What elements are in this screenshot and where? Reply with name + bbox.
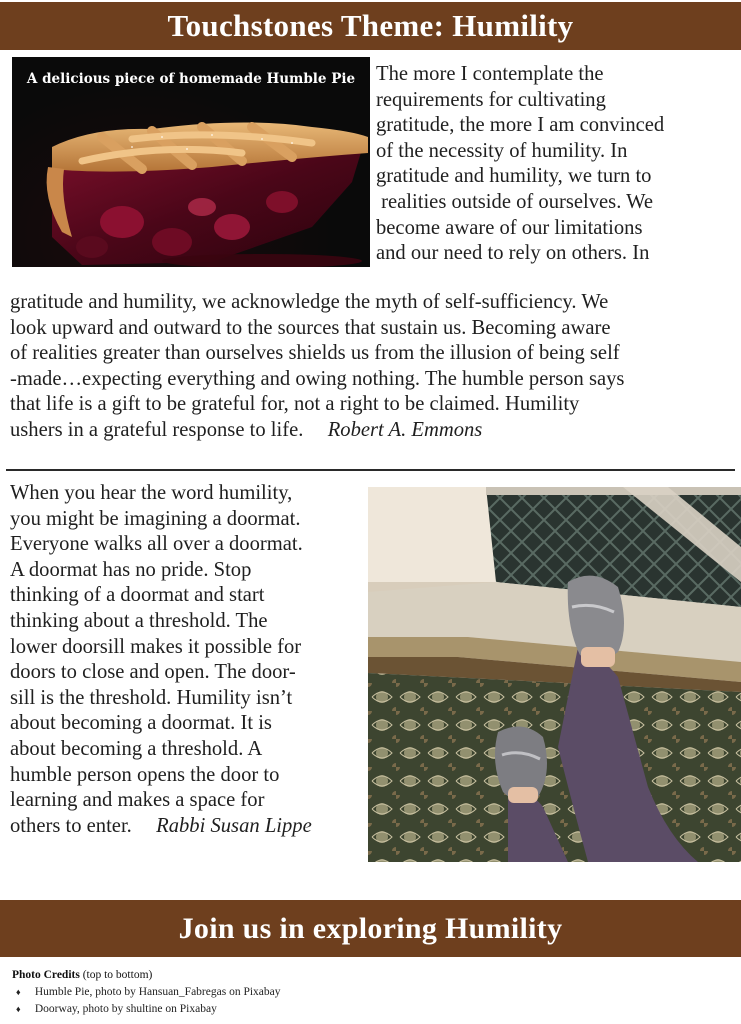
text-line: become aware of our limitations: [376, 216, 643, 239]
quote-emmons-bottom: [10, 290, 738, 444]
text-line: gratitude and humility, we acknowledge the myth of self-sufficiency. We: [10, 291, 609, 313]
text-line: about becoming a doormat. It is: [10, 712, 272, 735]
text-line: and our need to rely on others. In: [376, 242, 650, 265]
text-line-last: ushers in a grateful response to life.: [10, 418, 304, 441]
credits-heading: [12, 969, 732, 981]
pie-caption: A delicious piece of homemade Humble Pie: [26, 71, 356, 87]
text-line: sill is the threshold. Humility isn’t: [10, 686, 293, 709]
diamond-bullet-icon: ♦: [16, 1004, 21, 1014]
text-line: realities outside of ourselves. We: [376, 190, 654, 213]
text-line: of realities greater than ourselves shields us from the illusion of being self: [10, 342, 620, 365]
credit-text: Doorway, photo by shultine on Pixabay: [34, 1003, 217, 1015]
quote-emmons-top: [376, 62, 736, 267]
text-line-last: others to enter.: [10, 814, 132, 837]
author-emmons: Robert A. Emmons: [327, 418, 483, 441]
text-line: The more I contemplate the: [376, 63, 604, 85]
text-line: of the necessity of humility. In: [376, 139, 628, 162]
text-line: about becoming a threshold. A: [10, 737, 263, 760]
credits-title: Photo Credits: [12, 969, 80, 981]
text-line: Everyone walks all over a doormat.: [10, 533, 303, 556]
join-banner: Join us in exploring Humility: [0, 900, 741, 957]
text-line: humble person opens the door to: [10, 763, 280, 786]
text-line: look upward and outward to the sources that sustain us. Becoming aware: [10, 316, 611, 339]
credit-text: Humble Pie, photo by Hansuan_Fabregas on Pixabay: [34, 986, 281, 998]
text-line: gratitude and humility, we turn to: [376, 165, 652, 188]
text-line: learning and makes a space for: [10, 789, 265, 812]
text-line: lower doorsill makes it possible for: [10, 635, 302, 658]
text-line: A doormat has no pride. Stop: [10, 558, 252, 581]
author-lippe: Rabbi Susan Lippe: [156, 814, 312, 837]
text-line: doors to close and open. The door-: [10, 661, 296, 684]
section-divider: [6, 469, 735, 471]
text-line: gratitude, the more I am convinced: [376, 114, 665, 137]
text-line: -made…expecting everything and owing nothing. The humble person says: [10, 367, 625, 390]
text-line: requirements for cultivating: [376, 88, 606, 111]
text-line: thinking about a threshold. The: [10, 609, 268, 632]
text-line: When you hear the word humility,: [10, 482, 293, 504]
credit-item: [12, 1003, 732, 1015]
diamond-bullet-icon: ♦: [16, 987, 21, 997]
photo-credits: [12, 969, 732, 1015]
pie-image: [12, 57, 370, 267]
text-line-final: [10, 418, 738, 444]
quote-lippe: [10, 481, 365, 839]
text-line: you might be imagining a doormat.: [10, 507, 301, 530]
doorway-image: [368, 487, 741, 862]
credits-subtitle: (top to bottom): [82, 969, 153, 981]
page-title: Touchstones Theme: Humility: [0, 2, 741, 50]
text-line: thinking of a doormat and start: [10, 584, 265, 607]
credit-item: [12, 986, 732, 998]
text-line-final: [10, 814, 365, 840]
text-line: that life is a gift to be grateful for, not a right to be claimed. Humility: [10, 393, 580, 416]
